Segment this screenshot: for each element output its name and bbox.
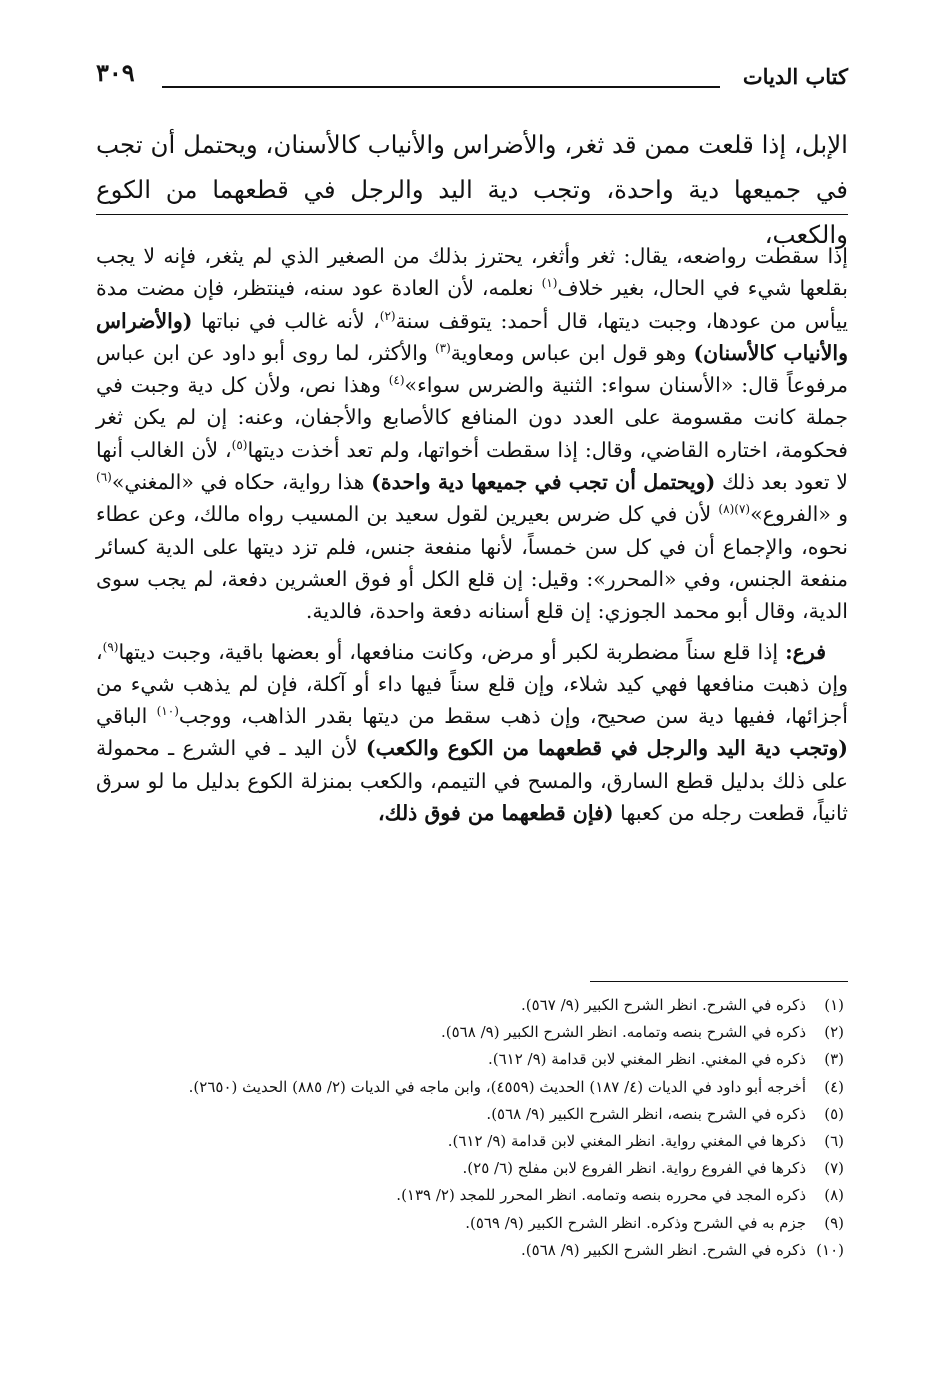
footnote-ref-6: (٦) bbox=[96, 470, 112, 485]
footnote-text: جزم به في الشرح وذكره. انظر الشرح الكبير (٩/ ٥٦٩). bbox=[465, 1213, 806, 1232]
footnote-text: ذكره المجد في محرره بنصه وتمامه. انظر المحرر للمجد (٢/ ١٣٩). bbox=[396, 1186, 806, 1205]
footnote-number: (٩) bbox=[824, 1213, 844, 1232]
footnote-text: أخرجه أبو داود في الديات (٤/ ١٨٧) الحديث (٤٥٥٩)، وابن ماجه في الديات (٢/ ٨٨٥) الحديث (٢٦٥٠). bbox=[188, 1077, 806, 1096]
footnote-text: ذكره في الشرح. انظر الشرح الكبير (٩/ ٥٦٧). bbox=[521, 996, 806, 1014]
footnote-ref-1: (١) bbox=[541, 276, 558, 291]
footnote bbox=[80, 1237, 844, 1264]
footnote-text: ذكرها في الفروع رواية. انظر الفروع لابن مفلح (٦/ ٢٥). bbox=[462, 1159, 806, 1178]
footnote bbox=[80, 992, 844, 1019]
footnote bbox=[80, 1074, 844, 1101]
footnote bbox=[80, 1046, 844, 1073]
quoted-matn: (والأضراس والأنياب كالأسنان) bbox=[96, 308, 848, 365]
text-run: والأكثر، لما روى أبو داود عن ابن عباس مرفوعاً قال: «الأسنان سواء: الثنية والضرس سواء» bbox=[96, 340, 848, 398]
footnote-number: (٥) bbox=[824, 1104, 844, 1123]
commentary-paragraph-1 bbox=[96, 240, 848, 628]
footnote bbox=[80, 1155, 844, 1182]
text-run: نعلمه، لأن العادة عود سنه، فينتظر، فإن مضت مدة ييأس من عودها، وجبت ديتها، قال أحمد: يتوقف سنة bbox=[96, 276, 848, 333]
footnote bbox=[80, 1182, 844, 1209]
footnote-number: (٣) bbox=[824, 1050, 844, 1069]
text-run: ، لأن الغالب أنها لا تعود بعد ذلك bbox=[96, 437, 848, 495]
quoted-matn: (ويحتمل أن تجب في جميعها دية واحدة) bbox=[371, 470, 716, 495]
footnote-number: (٨) bbox=[824, 1186, 844, 1205]
chapter-title: كتاب الديات bbox=[742, 64, 848, 89]
footnote-number: (٢) bbox=[824, 1023, 844, 1042]
footnote-text: ذكرها في المغني رواية. انظر المغني لابن قدامة (٩/ ٦١٢). bbox=[447, 1132, 806, 1151]
footnote-text: ذكره في الشرح بنصه، انظر الشرح الكبير (٩/ ٥٦٨). bbox=[486, 1104, 806, 1123]
footnotes bbox=[80, 992, 844, 1264]
footnote-number: (٤) bbox=[824, 1077, 844, 1096]
footnote-ref-5: (٥) bbox=[231, 437, 248, 452]
footnote-ref-10: (١٠) bbox=[156, 704, 179, 719]
footnote-ref-2: (٢) bbox=[379, 308, 396, 323]
text-run: لأن في كل ضرس بعيرين لقول سعيد بن المسيب رواه مالك، وعن عطاء نحوه، والإجماع أن في كل سن خمساً، لأنها منفعة جنس، فلم تزد ديتها على الدية كسائر منفعة الجنس، وفي «المحرر»: وقيل: إن قلع الكل أو فوق العشرين دفعة، لم يجب سوى الدية، وقال أبو محمد الجوزي: إن قلع أسنانه دفعة واحدة، فالدية. bbox=[96, 502, 848, 624]
quoted-matn: (وتجب دية اليد والرجل في قطعهما من الكوع والكعب) bbox=[365, 736, 848, 761]
footnote-text: ذكره في المغني. انظر المغني لابن قدامة (٩/ ٦١٢). bbox=[487, 1050, 806, 1069]
footnote-text: ذكره في الشرح بنصه وتمامه. انظر الشرح الكبير (٩/ ٥٦٨). bbox=[441, 1023, 806, 1042]
footnote-number: (٧) bbox=[824, 1159, 844, 1178]
footnote-number: (١) bbox=[824, 996, 844, 1014]
text-run: إذا قلع سناً مضطربة لكبر أو مرض، وكانت منافعها، أو بعضها باقية، وجبت ديتها bbox=[118, 639, 786, 664]
text-run: ، لأنه غالب في نباتها bbox=[192, 308, 380, 333]
text-run: وهذا نص، ولأن كل دية وجبت في جملة كانت مقسومة على العدد دون المنافع كالأصابع والأجفان، وعنه: إن لم يكن ثغر فحكومة، اختاره القاضي، وقال: إذا سقطت أخواتها، ولم تعد أخذت ديتها bbox=[96, 373, 848, 462]
text-run: هذا رواية، حكاه في «المغني» bbox=[111, 470, 372, 495]
footnote-number: (١٠) bbox=[816, 1240, 844, 1259]
footnote-ref-7-8: (٧)(٨) bbox=[718, 502, 751, 517]
main-text: الإبل، إذا قلعت ممن قد ثغر، والأضراس والأنياب كالأسنان، ويحتمل أن تجب في جميعها دية واحدة، وتجب دية اليد والرجل في قطعهما من الكوع والكعب، bbox=[96, 130, 848, 249]
text-run: الباقي bbox=[96, 704, 157, 729]
footnote-text: ذكره في الشرح. انظر الشرح الكبير (٩/ ٥٦٨). bbox=[521, 1240, 806, 1259]
quoted-matn: (فإن قطعهما من فوق ذلك، bbox=[378, 801, 614, 826]
footnote-ref-4: (٤) bbox=[388, 373, 405, 388]
commentary-paragraph-2 bbox=[96, 636, 848, 830]
text-run: ، وإن ذهبت منافعها فهي كيد شلاء، وإن قلع سناً فيها داء أو آكلة، فإن لم يذهب شيء من أجزائها، ففيها دية سن صحيح، وإن ذهب سقط من ديتها بقدر الذاهب، ووجب bbox=[96, 639, 848, 729]
text-run: وهو قول ابن عباس ومعاوية bbox=[450, 340, 694, 365]
footnote-number: (٦) bbox=[824, 1132, 844, 1151]
page-header bbox=[96, 58, 848, 98]
footnote bbox=[80, 1210, 844, 1237]
page-number: ٣٠٩ bbox=[96, 58, 135, 87]
footnote-divider bbox=[590, 981, 848, 982]
footnote-ref-3: (٣) bbox=[434, 341, 451, 356]
main-text-divider bbox=[96, 214, 848, 215]
text-run: لأن اليد ـ في الشرع ـ محمولة على ذلك بدليل قطع السارق، والمسح في التيمم، والكعب بمنزلة الكوع بدليل ما لو سرق ثانياً، قطعت رجله من كعبها bbox=[96, 736, 848, 826]
header-rule bbox=[162, 86, 720, 88]
branch-label: فرع: bbox=[785, 639, 826, 664]
commentary bbox=[96, 240, 848, 829]
text-run: و «الفروع» bbox=[750, 502, 848, 527]
footnote bbox=[80, 1101, 844, 1128]
footnote bbox=[80, 1019, 844, 1046]
footnote bbox=[80, 1128, 844, 1155]
footnote-ref-9: (٩) bbox=[102, 639, 119, 654]
text-run: إذا سقطت رواضعه، يقال: ثغر وأثغر، يحترز بذلك من الصغير الذي لم يثغر، فإنه لا يجب بقلعها شيء في الحال، بغير خلاف bbox=[96, 244, 848, 301]
